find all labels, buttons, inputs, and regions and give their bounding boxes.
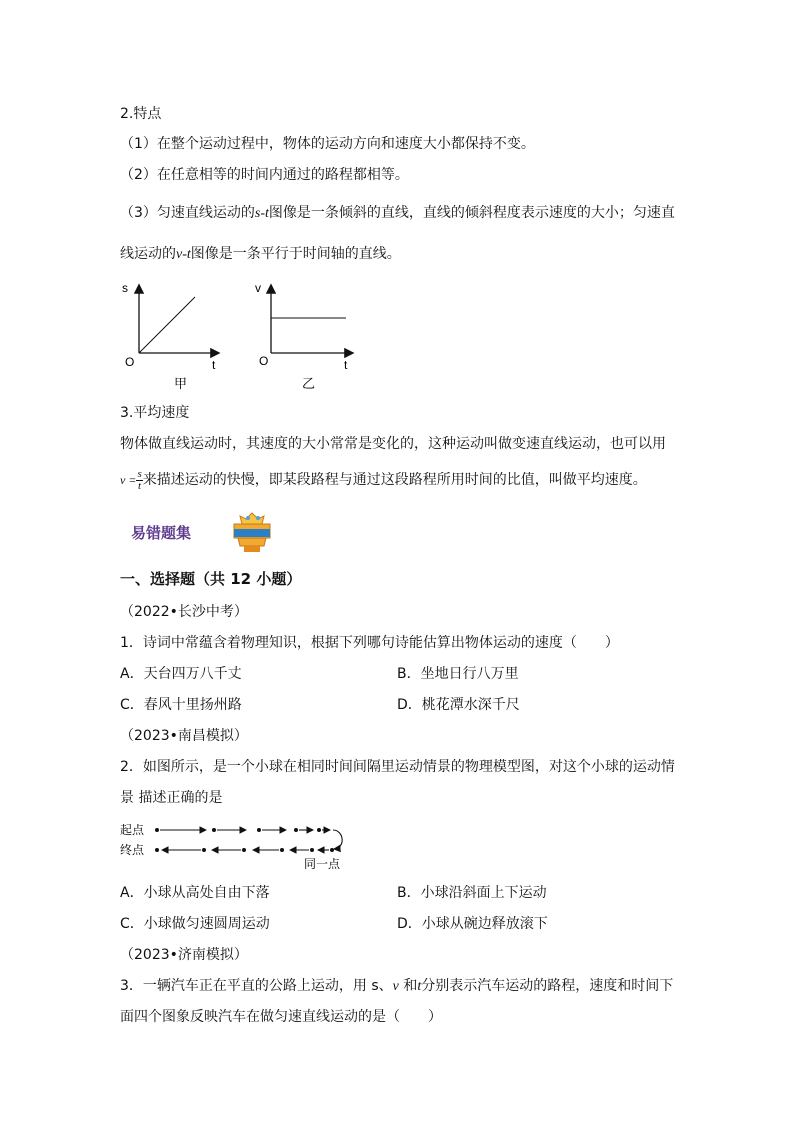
question-stem: 1．诗词中常蕴含着物理知识，根据下列哪句诗能估算出物体运动的速度（ ） (120, 635, 619, 651)
option-a[interactable]: A．天台四万八千丈 (120, 666, 242, 682)
trophy-icon (228, 512, 276, 554)
option-d[interactable]: D．桃花潭水深千尺 (397, 697, 520, 713)
ball-motion-figure (120, 818, 360, 872)
math-t: t (417, 979, 422, 994)
text-run: 图像是一条平行于时间轴的直线。 (190, 246, 401, 262)
banner-title: 易错题集 (131, 524, 192, 542)
x-axis-label: t (212, 358, 216, 372)
section-heading: 2.特点 (120, 106, 162, 122)
option-b[interactable]: B．小球沿斜面上下运动 (397, 885, 547, 901)
origin-label: O (125, 355, 135, 369)
text-run: 3．一辆汽车正在平直的公路上运动，用 s、 (120, 978, 393, 994)
same-point-label: 同一点 (304, 857, 341, 871)
y-axis-label: v (255, 281, 261, 295)
text-run: 来描述运动的快慢，即某段路程与通过这段路程所用时间的比值，叫做平均速度。 (142, 472, 647, 488)
text-run: 线运动的 (120, 246, 176, 262)
st-graph (112, 276, 232, 394)
text-run: 和 (398, 978, 418, 994)
paragraph (120, 466, 647, 494)
paragraph: （1）在整个运动过程中，物体的运动方向和速度大小都保持不变。 (120, 136, 535, 152)
paragraph (120, 203, 675, 224)
graph-caption: 乙 (302, 376, 316, 391)
origin-label: O (259, 354, 269, 368)
option-c[interactable]: C．春风十里扬州路 (120, 697, 242, 713)
math-v-t: v-t (176, 247, 191, 262)
text-run: 图像是一条倾斜的直线，直线的倾斜程度表示速度的大小；匀速直 (268, 205, 675, 221)
slope-line (139, 297, 195, 353)
math-s-t: s-t (254, 206, 269, 221)
question-stem: 面四个图象反映汽车在做匀速直线运动的是（ ） (120, 1009, 442, 1025)
graph-caption: 甲 (174, 376, 188, 391)
paragraph: 物体做直线运动时，其速度的大小常常是变化的，这种运动叫做变速直线运动，也可以用 (120, 436, 666, 452)
question-stem (120, 976, 673, 997)
text-run: （3）匀速直线运动的 (120, 205, 255, 221)
question-stem: 2．如图所示，是一个小球在相同时间间隔里运动情景的物理模型图，对这个小球的运动情 (120, 759, 675, 775)
x-axis-label: t (344, 358, 348, 372)
question-stem: 景 描述正确的是 (120, 790, 223, 806)
y-axis-label: s (122, 281, 128, 295)
vt-graph (248, 276, 368, 394)
text-run: 分别表示汽车运动的路程，速度和时间下 (421, 978, 674, 994)
question-source: （2023•济南模拟） (120, 947, 248, 963)
option-b[interactable]: B．坐地日行八万里 (397, 666, 519, 682)
part-title: 一、选择题（共 12 小题） (120, 570, 302, 588)
start-label: 起点 (120, 823, 145, 837)
question-source: （2023•南昌模拟） (120, 728, 248, 744)
formula-denominator: t (138, 479, 142, 492)
end-label: 终点 (120, 843, 145, 857)
paragraph (120, 244, 401, 265)
paragraph: （2）在任意相等的时间内通过的路程都相等。 (120, 167, 409, 183)
section-heading: 3.平均速度 (120, 405, 190, 421)
formula-numerator: s (137, 467, 142, 480)
option-d[interactable]: D．小球从碗边释放滚下 (397, 916, 548, 932)
formula-lhs: v = (120, 473, 137, 487)
math-v: v (392, 979, 399, 994)
question-source: （2022•长沙中考） (120, 604, 248, 620)
option-a[interactable]: A．小球从高处自由下落 (120, 885, 270, 901)
option-c[interactable]: C．小球做匀速圆周运动 (120, 916, 270, 932)
